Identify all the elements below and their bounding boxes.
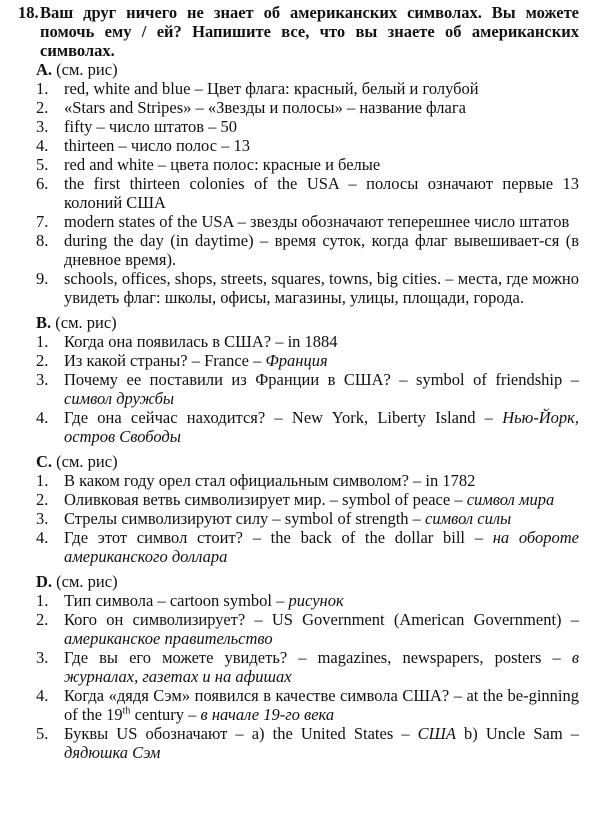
item-number: 2. bbox=[36, 351, 49, 370]
exercise-number: 18. bbox=[18, 3, 39, 22]
translation-text: Нью-Йорк, остров Свободы bbox=[64, 408, 579, 446]
list-item bbox=[36, 471, 579, 490]
list-item bbox=[36, 591, 579, 610]
list-item bbox=[36, 370, 579, 408]
item-number: 4. bbox=[36, 528, 49, 547]
section-letter: B. bbox=[36, 313, 52, 332]
item-text bbox=[64, 408, 579, 446]
translation-text: символ силы bbox=[425, 509, 512, 528]
item-number: 8. bbox=[36, 231, 49, 250]
item-number: 1. bbox=[36, 79, 49, 98]
item-text bbox=[64, 98, 579, 117]
answer-text: Когда «дядя Сэм» появился в качестве символа США? – at the be-ginning of the 19 bbox=[64, 686, 579, 724]
list-item bbox=[36, 351, 579, 370]
item-text bbox=[64, 528, 579, 566]
item-text bbox=[64, 174, 579, 212]
answer-text: Кого он символизирует? – US Government (American Government) bbox=[64, 610, 571, 629]
translation-text: символ дружбы bbox=[64, 389, 175, 408]
item-number: 9. bbox=[36, 269, 49, 288]
answer-text: Тип символа – cartoon symbol – bbox=[64, 591, 289, 610]
section-c bbox=[36, 452, 579, 566]
answer-text: Буквы US обозначают – a) the United States – bbox=[64, 724, 418, 743]
answer-text: В каком году орел стал официальным символом? – in 1782 bbox=[64, 471, 476, 490]
answer-text: during the day (in daytime) – время суток, когда флаг вывешивает-ся (в дневное время). bbox=[64, 231, 579, 269]
translation-text: США bbox=[417, 724, 456, 743]
item-number: 2. bbox=[36, 490, 49, 509]
section-letter: C. bbox=[36, 452, 53, 471]
section-d bbox=[36, 572, 579, 762]
list-item bbox=[36, 408, 579, 446]
answer-text: century – bbox=[130, 705, 201, 724]
exercise-title bbox=[18, 3, 579, 60]
item-number: 3. bbox=[36, 509, 49, 528]
section-header bbox=[36, 313, 579, 332]
list-item bbox=[36, 686, 579, 724]
answer-text: modern states of the USA – звезды обозначают теперешнее число штатов bbox=[64, 212, 570, 231]
item-number: 4. bbox=[36, 408, 49, 427]
answer-text: the first thirteen colonies of the USA – полосы означают первые 13 колоний США bbox=[64, 174, 579, 212]
answer-text: «Stars and Stripes» – «Звезды и полосы» – название флага bbox=[64, 98, 466, 117]
translation-text: – американское правительство bbox=[64, 610, 579, 648]
item-number: 1. bbox=[36, 471, 49, 490]
item-number: 6. bbox=[36, 174, 49, 193]
list-item bbox=[36, 610, 579, 648]
answer-text: th bbox=[122, 705, 131, 717]
section-letter: A. bbox=[36, 60, 53, 79]
item-text bbox=[64, 591, 579, 610]
item-number: 4. bbox=[36, 686, 49, 705]
item-text bbox=[64, 269, 579, 307]
item-number: 3. bbox=[36, 117, 49, 136]
translation-text: в начале 19-го века bbox=[200, 705, 335, 724]
item-number: 2. bbox=[36, 610, 49, 629]
item-text bbox=[64, 610, 579, 648]
answer-sections bbox=[18, 60, 579, 762]
item-number: 3. bbox=[36, 648, 49, 667]
answer-text: thirteen – число полос – 13 bbox=[64, 136, 251, 155]
answer-text: Оливковая ветвь символизирует мир. – symbol of peace – bbox=[64, 490, 467, 509]
answer-text: fifty – число штатов – 50 bbox=[64, 117, 238, 136]
answer-text: red, white and blue – Цвет флага: красный, белый и голубой bbox=[64, 79, 479, 98]
answer-text: Из какой страны? – France – bbox=[64, 351, 266, 370]
list-item bbox=[36, 174, 579, 212]
item-text bbox=[64, 155, 579, 174]
section-note: (см. рис) bbox=[52, 452, 118, 471]
list-item bbox=[36, 212, 579, 231]
exercise-instruction: Ваш друг ничего не знает об американских символах. Вы можете помочь ему / ей? Напишите все, что вы знаете об американских символах. bbox=[40, 3, 579, 60]
item-number: 3. bbox=[36, 370, 49, 389]
section-header bbox=[36, 572, 579, 591]
item-text bbox=[64, 648, 579, 686]
translation-text: рисунок bbox=[288, 591, 344, 610]
item-text bbox=[64, 724, 579, 762]
list-item bbox=[36, 332, 579, 351]
answer-text: Когда она появилась в США? – in 1884 bbox=[64, 332, 338, 351]
section-letter: D. bbox=[36, 572, 53, 591]
translation-text: символ мира bbox=[466, 490, 555, 509]
item-text bbox=[64, 231, 579, 269]
answer-text: Где вы его можете увидеть? – magazines, newspapers, posters – bbox=[64, 648, 572, 667]
item-number: 7. bbox=[36, 212, 49, 231]
section-note: (см. рис) bbox=[52, 60, 118, 79]
list-item bbox=[36, 155, 579, 174]
item-text bbox=[64, 117, 579, 136]
answer-text: red and white – цвета полос: красные и белые bbox=[64, 155, 381, 174]
item-number: 5. bbox=[36, 155, 49, 174]
item-number: 1. bbox=[36, 332, 49, 351]
answer-text: b) Uncle Sam – bbox=[455, 724, 579, 743]
list-item bbox=[36, 231, 579, 269]
item-number: 1. bbox=[36, 591, 49, 610]
item-number: 2. bbox=[36, 98, 49, 117]
item-text bbox=[64, 509, 579, 528]
answer-text: Где она сейчас находится? – New York, Liberty Island – bbox=[64, 408, 503, 427]
list-item bbox=[36, 528, 579, 566]
section-note: (см. рис) bbox=[51, 313, 117, 332]
section-note: (см. рис) bbox=[52, 572, 118, 591]
list-item bbox=[36, 509, 579, 528]
translation-text: Франция bbox=[265, 351, 328, 370]
section-header bbox=[36, 452, 579, 471]
section-header bbox=[36, 60, 579, 79]
answer-text: schools, offices, shops, streets, squares, towns, big cities. – места, где можно увидеть флаг: школы, офисы, магазины, улицы, площади, города. bbox=[64, 269, 579, 307]
answer-text: Где этот символ стоит? – the back of the dollar bill – bbox=[64, 528, 493, 547]
item-text bbox=[64, 686, 579, 724]
answer-text: Стрелы символизируют силу – symbol of strength – bbox=[64, 509, 426, 528]
list-item bbox=[36, 724, 579, 762]
list-item bbox=[36, 79, 579, 98]
section-a bbox=[36, 60, 579, 307]
list-item bbox=[36, 648, 579, 686]
item-text bbox=[64, 332, 579, 351]
item-text bbox=[64, 212, 579, 231]
answer-text: Почему ее поставили из Франции в США? – symbol of friendship – bbox=[64, 370, 579, 389]
item-number: 5. bbox=[36, 724, 49, 743]
translation-text: дядюшка Сэм bbox=[64, 743, 161, 762]
item-text bbox=[64, 351, 579, 370]
list-item bbox=[36, 269, 579, 307]
list-item bbox=[36, 490, 579, 509]
section-b bbox=[36, 313, 579, 446]
item-text bbox=[64, 490, 579, 509]
translation-text: в журналах, газетах и на афишах bbox=[64, 648, 579, 686]
translation-text: на обороте американского доллара bbox=[64, 528, 579, 566]
item-text bbox=[64, 370, 579, 408]
list-item bbox=[36, 98, 579, 117]
item-text bbox=[64, 471, 579, 490]
item-text bbox=[64, 136, 579, 155]
item-text bbox=[64, 79, 579, 98]
list-item bbox=[36, 117, 579, 136]
list-item bbox=[36, 136, 579, 155]
item-number: 4. bbox=[36, 136, 49, 155]
